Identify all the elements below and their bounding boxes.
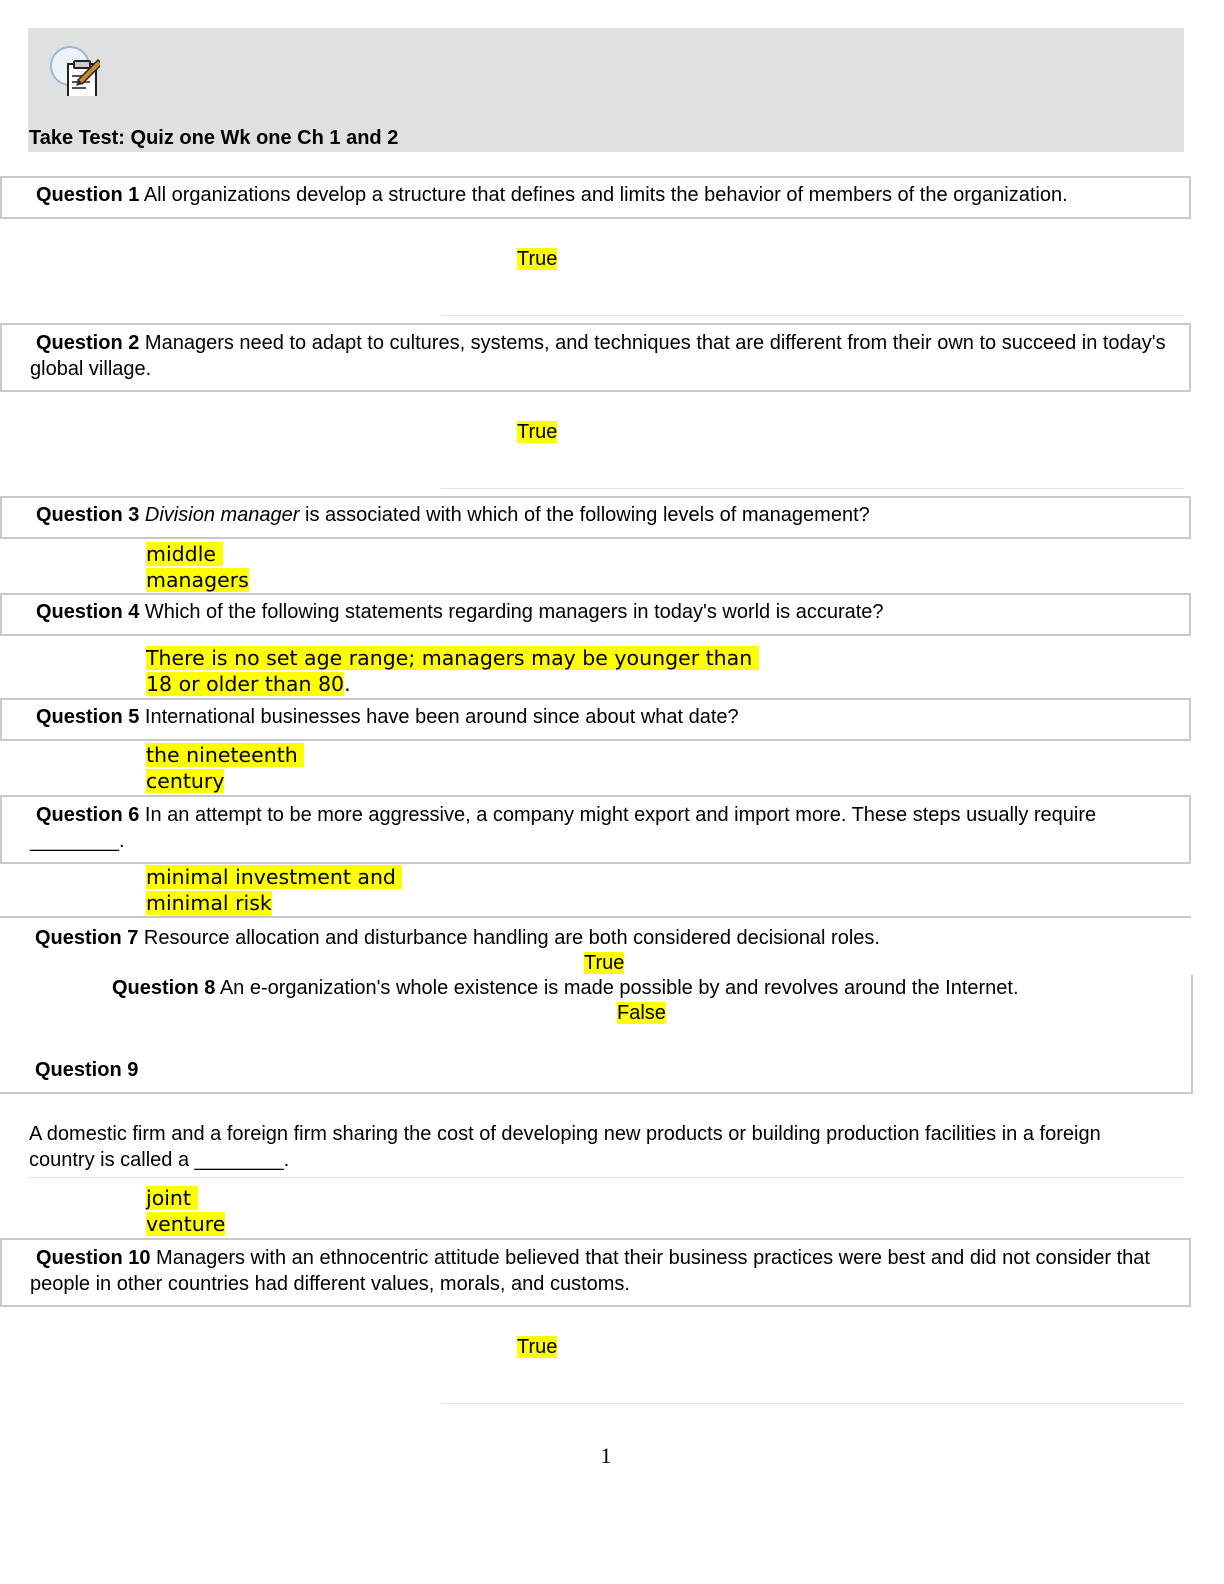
divider: [29, 1177, 1184, 1178]
divider: [441, 315, 1184, 316]
answer-suffix: .: [344, 672, 351, 696]
question-10-box: [0, 1238, 1191, 1307]
question-5-box: [0, 698, 1191, 741]
answer-highlight: True: [517, 421, 558, 443]
question-text: All organizations develop a structure that defines and limits the behavior of members of the organization.: [143, 184, 1068, 206]
page-title: Take Test: Quiz one Wk one Ch 1 and 2: [29, 127, 399, 149]
question-1-box: [0, 176, 1191, 219]
question-label: Question 3: [36, 504, 140, 526]
question-text: In an attempt to be more aggressive, a company might export and import more. These steps usually require ________.: [30, 804, 1097, 852]
question-text: is associated with which of the following levels of management?: [305, 504, 870, 526]
answer-line: the nineteenth: [146, 743, 298, 767]
question-7: [35, 926, 880, 951]
question-emphasis: Division manager: [144, 504, 300, 526]
answer-line: venture: [146, 1212, 226, 1236]
question-text: Managers need to adapt to cultures, systems, and techniques that are different from their own to succeed in today's global village.: [30, 332, 1166, 380]
question-10-answer: [517, 1335, 557, 1360]
question-label: Question 8: [112, 977, 216, 999]
question-label: Question 2: [36, 332, 140, 354]
answer-line: century: [146, 769, 225, 793]
question-label: Question 6: [36, 804, 140, 826]
divider: [441, 488, 1184, 489]
question-9-answer: [146, 1185, 225, 1237]
test-header: [28, 28, 1184, 152]
page-number: 1: [600, 1443, 612, 1468]
question-text: International businesses have been around since about what date?: [144, 706, 739, 728]
question-1-answer: [517, 247, 557, 272]
question-label: Question 4: [36, 601, 140, 623]
question-label: Question 7: [35, 927, 139, 949]
answer-line: 18 or older than 80: [146, 672, 345, 696]
question-9-text: A domestic firm and a foreign firm sharing the cost of developing new products or building production facilities in a foreign country is called a ________.: [29, 1123, 1101, 1171]
question-2-box: [0, 323, 1191, 392]
answer-highlight: False: [617, 1002, 666, 1024]
clipboard-pencil-icon: [40, 40, 100, 96]
question-6-box: [0, 795, 1191, 864]
answer-highlight: True: [517, 1336, 558, 1358]
answer-highlight: True: [517, 248, 558, 270]
question-label: Question 9: [35, 1059, 139, 1081]
answer-line: There is no set age range; managers may be younger than: [146, 646, 753, 670]
question-5-answer: [146, 742, 304, 794]
question-4-answer: [146, 645, 759, 697]
answer-line: minimal risk: [146, 891, 272, 915]
divider: [0, 916, 1191, 918]
question-8-answer: [617, 1001, 666, 1026]
question-7-answer: [584, 951, 624, 976]
answer-line: managers: [146, 568, 249, 592]
answer-line: middle: [146, 542, 216, 566]
question-text: Resource allocation and disturbance handling are both considered decisional roles.: [143, 927, 880, 949]
answer-highlight: True: [584, 952, 625, 974]
divider: [441, 1403, 1184, 1404]
question-8: [112, 976, 1019, 1001]
question-3-answer: [146, 541, 249, 593]
question-6-answer: [146, 864, 402, 916]
question-label: Question 1: [36, 184, 140, 206]
question-text: Which of the following statements regarding managers in today's world is accurate?: [144, 601, 884, 623]
question-2-answer: [517, 420, 557, 445]
answer-line: minimal investment and: [146, 865, 396, 889]
question-text: Managers with an ethnocentric attitude believed that their business practices were best and did not consider that people in other countries had different values, morals, and customs.: [30, 1247, 1150, 1295]
answer-line: joint: [146, 1186, 191, 1210]
question-text: An e-organization's whole existence is made possible by and revolves around the Internet.: [219, 977, 1019, 999]
question-label: Question 10: [36, 1247, 151, 1269]
question-3-box: [0, 496, 1191, 539]
question-9-label: [35, 1058, 138, 1083]
question-4-box: [0, 593, 1191, 636]
question-label: Question 5: [36, 706, 140, 728]
